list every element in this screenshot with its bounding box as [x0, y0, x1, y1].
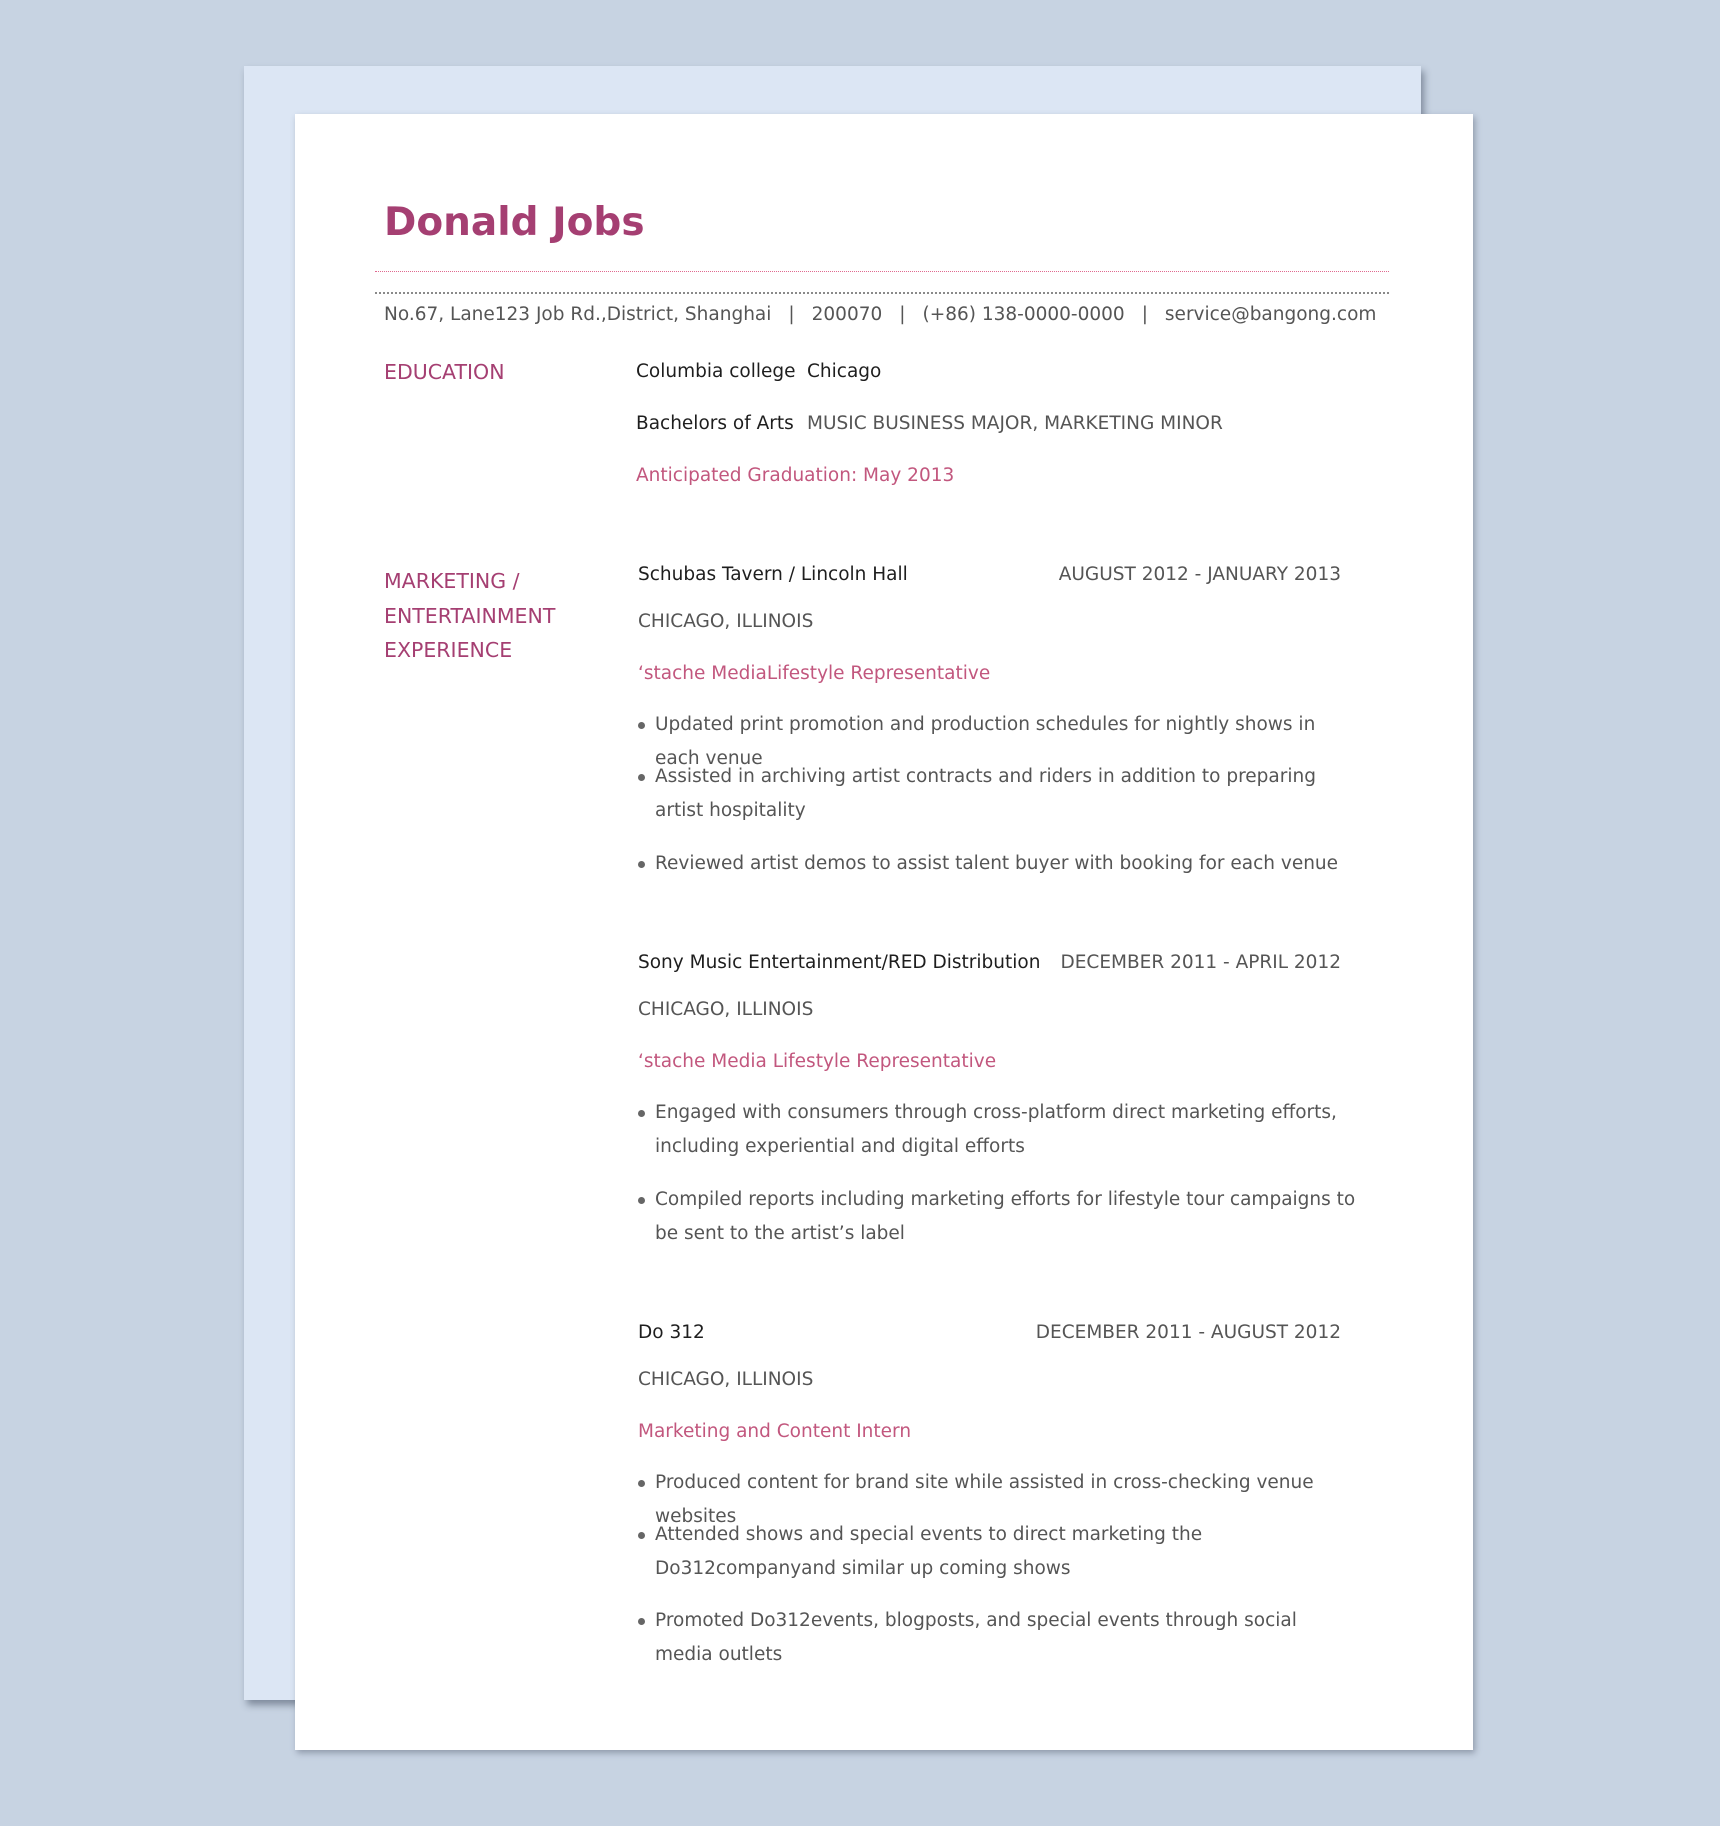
- contact-separator: |: [899, 304, 906, 325]
- resume-page: [295, 114, 1473, 1750]
- job-bullet: Engaged with consumers through cross-platform direct marketing efforts, including experiential and digital efforts: [638, 1096, 1358, 1163]
- job-dates: AUGUST 2012 - JANUARY 2013: [1058, 564, 1341, 585]
- job-location: CHICAGO, ILLINOIS: [638, 611, 814, 632]
- education-city: Chicago: [807, 361, 882, 382]
- experience-heading-line: ENTERTAINMENT: [384, 603, 556, 628]
- contact-phone: (+86) 138-0000-0000: [922, 304, 1125, 325]
- job-role: ‘stache MediaLifestyle Representative: [638, 663, 991, 684]
- job-dates: DECEMBER 2011 - APRIL 2012: [1060, 952, 1341, 973]
- job-location: CHICAGO, ILLINOIS: [638, 999, 814, 1020]
- bullet-dot-icon: [638, 1618, 645, 1625]
- job-bullet: Assisted in archiving artist contracts and riders in addition to preparing artist hospitality: [638, 760, 1358, 827]
- education-school: Columbia college: [636, 361, 796, 382]
- job-bullet: Compiled reports including marketing efforts for lifestyle tour campaigns to be sent to the artist’s label: [638, 1183, 1358, 1250]
- job-location: CHICAGO, ILLINOIS: [638, 1369, 814, 1390]
- experience-heading-line: MARKETING /: [384, 569, 520, 593]
- experience-heading: [384, 564, 555, 668]
- divider-dotted-pink: [375, 271, 1389, 272]
- contact-separator: |: [788, 304, 795, 325]
- experience-heading-line: EXPERIENCE: [384, 638, 513, 662]
- job-company: Do 312: [638, 1322, 705, 1343]
- job-role: ‘stache Media Lifestyle Representative: [638, 1051, 997, 1072]
- education-major: MUSIC BUSINESS MAJOR, MARKETING MINOR: [807, 413, 1223, 434]
- job-bullet: Promoted Do312events, blogposts, and special events through social media outlets: [638, 1604, 1358, 1671]
- education-heading: EDUCATION: [384, 360, 505, 384]
- contact-postcode: 200070: [811, 304, 883, 325]
- bullet-dot-icon: [638, 1110, 645, 1117]
- contact-line: [384, 304, 1376, 325]
- job-bullet: Updated print promotion and production schedules for nightly shows in each venue: [638, 708, 1358, 775]
- bullet-dot-icon: [638, 1532, 645, 1539]
- contact-email: service@bangong.com: [1164, 304, 1377, 325]
- job-company: Sony Music Entertainment/RED Distribution: [638, 952, 1041, 973]
- education-degree: Bachelors of Arts: [636, 413, 794, 434]
- bullet-dot-icon: [638, 1480, 645, 1487]
- bullet-dot-icon: [638, 774, 645, 781]
- bullet-dot-icon: [638, 861, 645, 868]
- job-dates: DECEMBER 2011 - AUGUST 2012: [1035, 1322, 1341, 1343]
- contact-address: No.67, Lane123 Job Rd.,District, Shanghai: [384, 304, 772, 325]
- resume-name: Donald Jobs: [384, 200, 645, 245]
- education-graduation: Anticipated Graduation: May 2013: [636, 465, 955, 486]
- bullet-dot-icon: [638, 1197, 645, 1204]
- job-bullet: Produced content for brand site while assisted in cross-checking venue websites: [638, 1466, 1358, 1533]
- job-company: Schubas Tavern / Lincoln Hall: [638, 564, 908, 585]
- job-bullet: Reviewed artist demos to assist talent buyer with booking for each venue: [638, 847, 1358, 881]
- contact-separator: |: [1141, 304, 1148, 325]
- divider-dotted-gray: [375, 292, 1389, 294]
- job-bullet: Attended shows and special events to direct marketing the Do312companyand similar up coming shows: [638, 1518, 1358, 1585]
- job-role: Marketing and Content Intern: [638, 1421, 912, 1442]
- bullet-dot-icon: [638, 722, 645, 729]
